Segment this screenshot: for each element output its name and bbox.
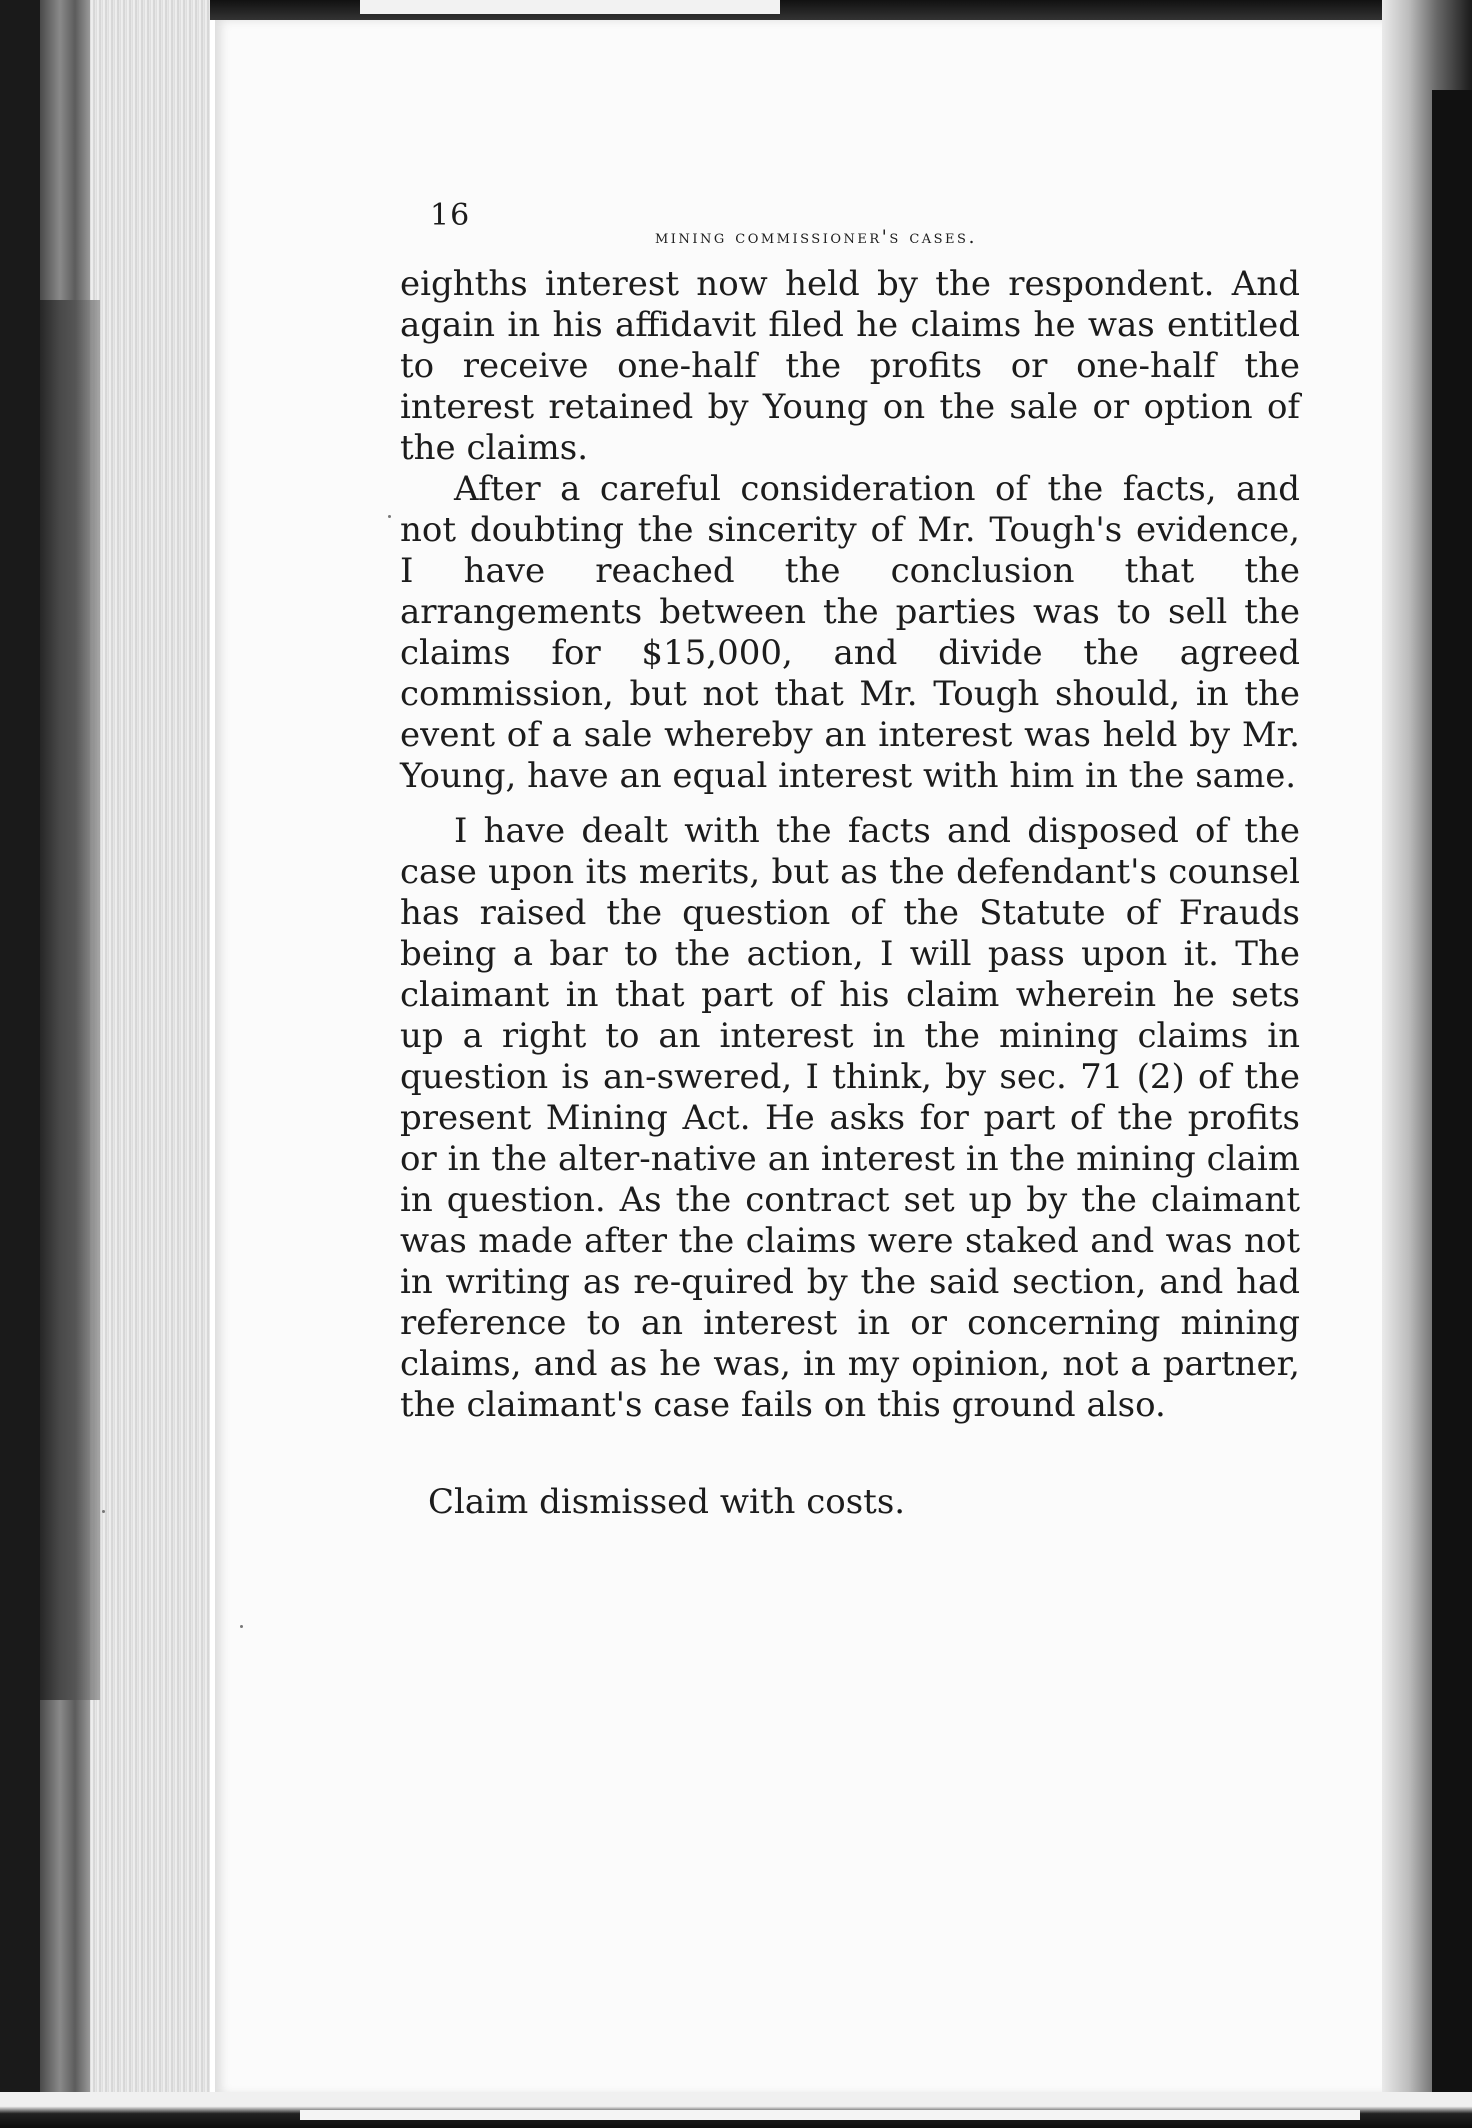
paper-speck [102, 1510, 105, 1513]
scanner-right-shadow [1432, 90, 1472, 2128]
scanner-top-gap [360, 0, 780, 14]
scanner-left-edge [0, 0, 40, 2128]
page-number: 16 [430, 198, 471, 233]
running-head-title: mining commissioner's cases. [655, 226, 977, 248]
running-head [400, 190, 1300, 250]
paper-speck [240, 1625, 243, 1628]
text-block [400, 190, 1300, 1523]
paragraph-continued: eighths interest now held by the respondent. And again in his affidavit filed he claims he was entitled to receive one-half the profits or one-half the interest retained by Young on the sale or option of the claims. [400, 264, 1300, 468]
closing-line: Claim dismissed with costs. [428, 1482, 906, 1522]
binding-shadow [40, 300, 100, 1700]
paper-speck [388, 515, 391, 518]
scanner-bottom-gap [300, 2110, 1360, 2120]
body-text [400, 264, 1300, 1523]
paragraph-statute-of-frauds: I have dealt with the facts and disposed of the case upon its merits, but as the defendant's counsel has raised the question of the Statute of Frauds being a bar to the action, I will pass upon it. The claimant in that part of his claim wherein he sets up a right to an interest in the mining claims in question is an-swered, I think, by sec. 71 (2) of the present Mining Act. He asks for part of the profits or in the alter-native an interest in the mining claim in question. As the contract set up by the claimant was made after the claims were staked and was not in writing as re-quired by the said section, and had reference to an interest in or concerning mining claims, and as he was, in my opinion, not a partner, the claimant's case fails on this ground also. [400, 811, 1300, 1425]
page-stack-edge [90, 0, 210, 2128]
paragraph-conclusion: After a careful consideration of the facts, and not doubting the sincerity of Mr. Tough's evidence, I have reached the conclusion that the arrangements between the parties was to sell the claims for $15,000, and divide the agreed commission, but not that Mr. Tough should, in the event of a sale whereby an interest was held by Mr. Young, have an equal interest with him in the same. [400, 469, 1300, 796]
